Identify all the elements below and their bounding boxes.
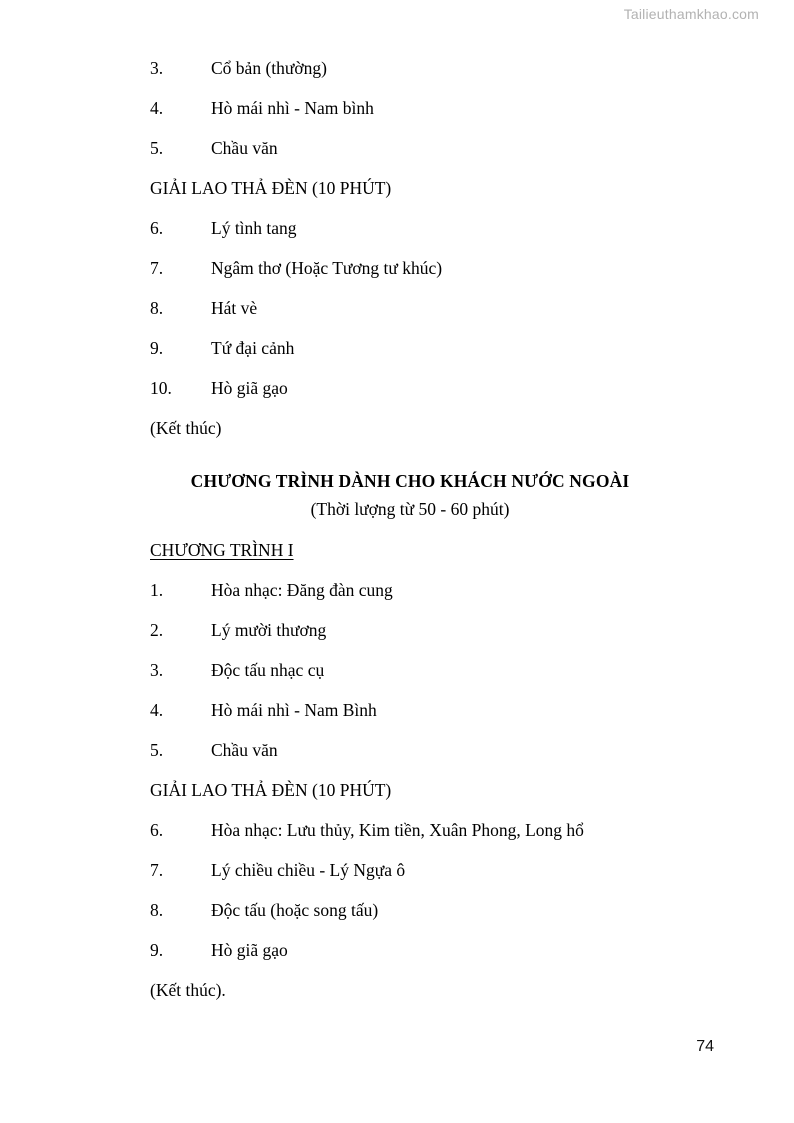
- list-item-title: Độc tấu nhạc cụ: [211, 660, 325, 680]
- list-item-title: Hòa nhạc: Lưu thủy, Kim tiền, Xuân Phong, Long hổ: [211, 820, 584, 840]
- section-heading: [150, 542, 670, 582]
- list-item: [150, 340, 670, 380]
- list-item: [150, 300, 670, 340]
- list-item-title: Hòa nhạc: Đăng đàn cung: [211, 580, 393, 600]
- list-item-number: 8.: [150, 298, 164, 318]
- document-content: [150, 60, 670, 1022]
- list-item: [150, 742, 670, 782]
- list-item: [150, 822, 670, 862]
- list-item-number: 6.: [150, 218, 164, 238]
- list-item-title: Hò giã gạo: [211, 378, 288, 398]
- list-item-title: Hát vè: [211, 298, 258, 318]
- list-item: [150, 220, 670, 260]
- list-item-title: Lý chiều chiều - Lý Ngựa ô: [211, 860, 406, 880]
- list-item: [150, 942, 670, 982]
- list-item: [150, 260, 670, 300]
- list-item: [150, 622, 670, 662]
- list-item: [150, 60, 670, 100]
- list-item-title: Độc tấu (hoặc song tấu): [211, 900, 379, 920]
- list-item-number: 2.: [150, 620, 164, 640]
- list-item: [150, 902, 670, 942]
- list-item-title: Chầu văn: [211, 138, 278, 158]
- list-item: [150, 862, 670, 902]
- list-item-number: 6.: [150, 820, 164, 840]
- list-item: [150, 582, 670, 622]
- page-subtitle: (Thời lượng từ 50 - 60 phút): [310, 499, 510, 519]
- list-item-title: Lý tình tang: [211, 218, 297, 238]
- list-item: [150, 380, 670, 420]
- list-item: [150, 140, 670, 180]
- list-item-number: 3.: [150, 58, 164, 78]
- list-item-number: 7.: [150, 860, 164, 880]
- list-item-title: Cổ bản (thường): [211, 58, 327, 78]
- list-item-number: 9.: [150, 338, 164, 358]
- list-item-title: Hò mái nhì - Nam bình: [211, 98, 374, 118]
- list-item: [150, 662, 670, 702]
- list-item-title: Hò mái nhì - Nam Bình: [211, 700, 377, 720]
- list-item-number: 9.: [150, 940, 164, 960]
- list-item-title: Ngâm thơ (Hoặc Tương tư khúc): [211, 258, 443, 278]
- list-item-number: 3.: [150, 660, 164, 680]
- ending-marker: (Kết thúc): [150, 418, 222, 438]
- intermission-notice: GIẢI LAO THẢ ĐÈN (10 PHÚT): [150, 178, 392, 198]
- list-item-title: Lý mười thương: [211, 620, 327, 640]
- ending-marker: (Kết thúc).: [150, 980, 226, 1000]
- list-item-number: 10.: [150, 378, 172, 398]
- list-item-number: 5.: [150, 740, 164, 760]
- list-item: [150, 702, 670, 742]
- list-item-title: Tứ đại cảnh: [211, 338, 295, 358]
- list-item-title: Chầu văn: [211, 740, 278, 760]
- watermark: Tailieuthamkhao.com: [623, 6, 759, 22]
- section-heading-text: CHƯƠNG TRÌNH I: [150, 540, 294, 560]
- list-item-number: 5.: [150, 138, 164, 158]
- list-item-title: Hò giã gạo: [211, 940, 288, 960]
- list-item-number: 7.: [150, 258, 164, 278]
- list-item: [150, 100, 670, 140]
- list-item-number: 1.: [150, 580, 164, 600]
- page-title: CHƯƠNG TRÌNH DÀNH CHO KHÁCH NƯỚC NGOÀI: [190, 471, 630, 491]
- list-item-number: 4.: [150, 700, 164, 720]
- intermission-notice: GIẢI LAO THẢ ĐÈN (10 PHÚT): [150, 780, 392, 800]
- page-number: 74: [696, 1038, 714, 1055]
- list-item-number: 8.: [150, 900, 164, 920]
- list-item-number: 4.: [150, 98, 164, 118]
